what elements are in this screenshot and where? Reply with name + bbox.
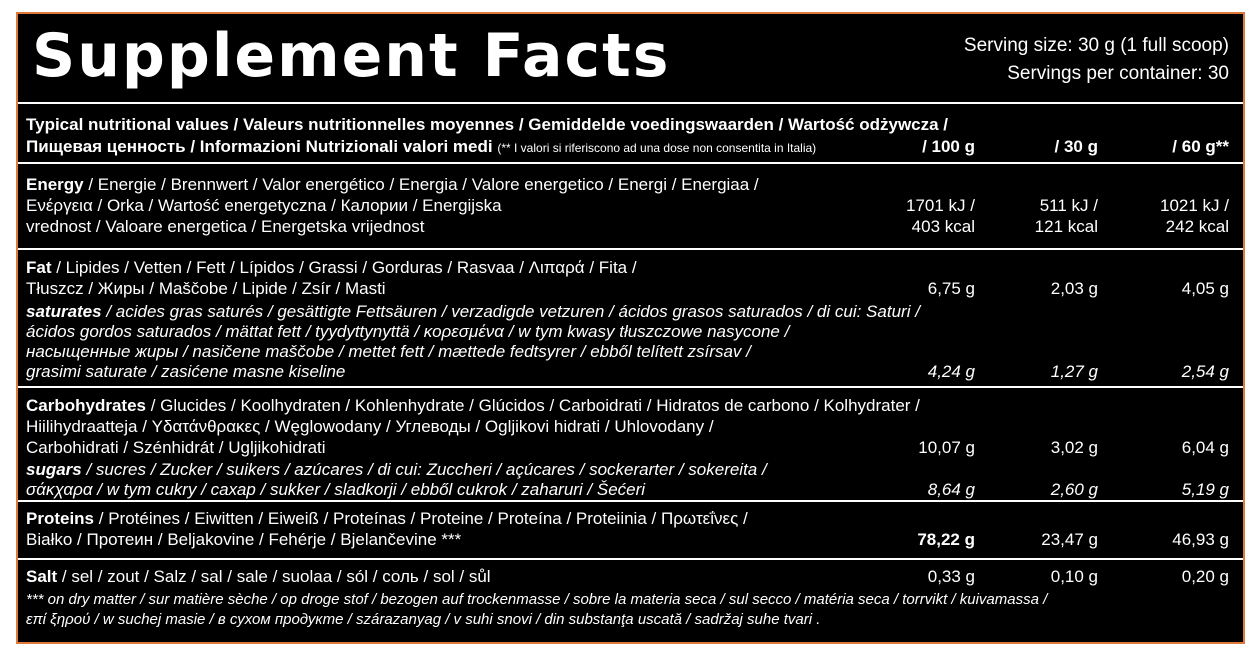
column-header-section <box>18 104 1243 164</box>
saturates-line1-text: / acides gras saturés / gesättigte Fettsäuren / verzadigde vetzuren / ácidos grasos saturados / di cui: Saturi / <box>101 302 920 321</box>
column-per30: / 30 g <box>1054 137 1098 156</box>
energy-100-kcal: 403 kcal <box>911 217 975 236</box>
serving-size: Serving size: 30 g (1 full scoop) <box>963 35 1229 56</box>
energy-30-kj: 511 kJ / <box>1039 196 1098 215</box>
footnote-line2: επί ξηρού / w suchej masie / в сухом продукте / szárazanyag / v suhi snovi / din substanţa uscată / sadržaj suhe tvari . <box>26 611 821 628</box>
fat-line1-text: / Lipides / Vetten / Fett / Lípidos / Grassi / Gorduras / Rasvaa / Λιπαρά / Fita / <box>51 258 637 277</box>
proteins-100: 78,22 g <box>917 530 975 549</box>
salt-line1-text: / sel / zout / Salz / sal / sale / suolaa / sól / соль / sol / sůl <box>57 567 491 586</box>
sugars-line2: σάκχαρα / w tym cukry / сахар / sukker / sladkorji / ebből cukrok / zaharuri / Šećeri <box>26 480 646 499</box>
energy-section <box>18 164 1243 250</box>
energy-60-kj: 1021 kJ / <box>1160 196 1229 215</box>
fat-label: Fat <box>26 258 52 277</box>
footnote-line1: *** on dry matter / sur matière sèche / op droge stof / bezogen auf trockenmasse / sobre la materia seca / sul secco / matéria seca / torrvikt / kuivamassa / <box>26 591 1048 608</box>
sugars-line1 <box>26 459 767 480</box>
energy-line2: Ενέργεια / Orka / Wartość energetyczna / Калории / Energijska <box>26 196 502 215</box>
energy-100-kj: 1701 kJ / <box>906 196 975 215</box>
energy-line1 <box>26 174 759 195</box>
carbs-line2: Hiilihydraatteja / Υδατάνθρακες / Węglowodany / Углеводы / Ogljikovi hidrati / Uhlovodany / <box>26 417 714 436</box>
supplement-facts-panel <box>16 12 1245 644</box>
proteins-line1-text: / Protéines / Eiwitten / Eiweiß / Proteínas / Proteine / Proteína / Proteiinia / Πρωτεΐνες / <box>94 509 748 528</box>
salt-section <box>18 560 1243 640</box>
proteins-line1 <box>26 508 748 529</box>
energy-line1-text: / Energie / Brennwert / Valor energético / Energia / Valore energetico / Energi / Energiaa / <box>83 175 759 194</box>
salt-30: 0,10 g <box>1050 567 1098 586</box>
column-title-line2 <box>26 136 816 159</box>
carbohydrates-section <box>18 388 1243 502</box>
carbs-line1 <box>26 395 920 416</box>
sugars-line1-text: / sucres / Zucker / suikers / azúcares / di cui: Zuccheri / açúcares / sockerarter / sokereita / <box>81 460 767 479</box>
carbs-line1-text: / Glucides / Koolhydraten / Kohlenhydrate / Glúcidos / Carboidrati / Hidratos de carbono / Kolhydrater / <box>145 396 920 415</box>
carbs-60: 6,04 g <box>1181 438 1229 457</box>
proteins-line2: Białko / Протеин / Beljakovine / Fehérje / Bjelančevine *** <box>26 530 462 549</box>
fat-100: 6,75 g <box>927 279 975 298</box>
proteins-60: 46,93 g <box>1172 530 1229 549</box>
column-per100: / 100 g <box>922 137 975 156</box>
saturates-label: saturates <box>26 302 102 321</box>
sugars-label: sugars <box>26 460 82 479</box>
proteins-30: 23,47 g <box>1041 530 1098 549</box>
column-title-line1: Typical nutritional values / Valeurs nutritionnelles moyennes / Gemiddelde voedingswaarden / Wartość odżywcza / <box>26 115 949 134</box>
carbs-label: Carbohydrates <box>26 396 146 415</box>
salt-label: Salt <box>26 567 58 586</box>
sugars-30: 2,60 g <box>1050 480 1098 499</box>
serving-info <box>964 32 1229 88</box>
saturates-line4: grasimi saturate / zasićene masne kiseline <box>26 362 346 381</box>
column-title-note: (** I valori si riferiscono ad una dose non consentita in Italia) <box>497 141 817 155</box>
salt-line1 <box>26 566 491 587</box>
saturates-line3: насыщенные жиры / nasičene maščobe / mettet fett / mættede fedtsyrer / ebből telített zsírsav / <box>26 342 751 361</box>
salt-60: 0,20 g <box>1181 567 1229 586</box>
fat-60: 4,05 g <box>1181 279 1229 298</box>
fat-line2: Tłuszcz / Жиры / Maščobe / Lipide / Zsír / Masti <box>26 279 386 298</box>
fat-line1 <box>26 257 637 278</box>
fat-30: 2,03 g <box>1050 279 1098 298</box>
saturates-line2: ácidos gordos saturados / mättat fett / tyydyttynyttä / κορεσμένα / w tym kwasy tłuszczowe nasycone / <box>26 322 790 341</box>
energy-30-kcal: 121 kcal <box>1034 217 1098 236</box>
proteins-section <box>18 502 1243 560</box>
saturates-line1 <box>26 301 920 322</box>
facts-title: Supplement Facts <box>32 21 671 91</box>
fat-section <box>18 250 1243 388</box>
carbs-line3: Carbohidrati / Szénhidrát / Ugljikohidrati <box>26 438 326 457</box>
carbs-30: 3,02 g <box>1050 438 1098 457</box>
saturates-30: 1,27 g <box>1050 362 1098 381</box>
sugars-100: 8,64 g <box>927 480 975 499</box>
energy-label: Energy <box>26 175 84 194</box>
column-title-line2-text: Пищевая ценность / Informazioni Nutrizionali valori medi <box>26 137 493 156</box>
saturates-100: 4,24 g <box>927 362 975 381</box>
carbs-100: 10,07 g <box>918 438 975 457</box>
saturates-60: 2,54 g <box>1181 362 1229 381</box>
servings-per-container: Servings per container: 30 <box>1007 63 1229 84</box>
energy-60-kcal: 242 kcal <box>1165 217 1229 236</box>
facts-header <box>18 14 1243 104</box>
salt-100: 0,33 g <box>927 567 975 586</box>
proteins-label: Proteins <box>26 509 95 528</box>
sugars-60: 5,19 g <box>1181 480 1229 499</box>
energy-line3: vrednost / Valoare energetica / Energetska vrijednost <box>26 217 425 236</box>
column-per60: / 60 g** <box>1172 137 1229 156</box>
